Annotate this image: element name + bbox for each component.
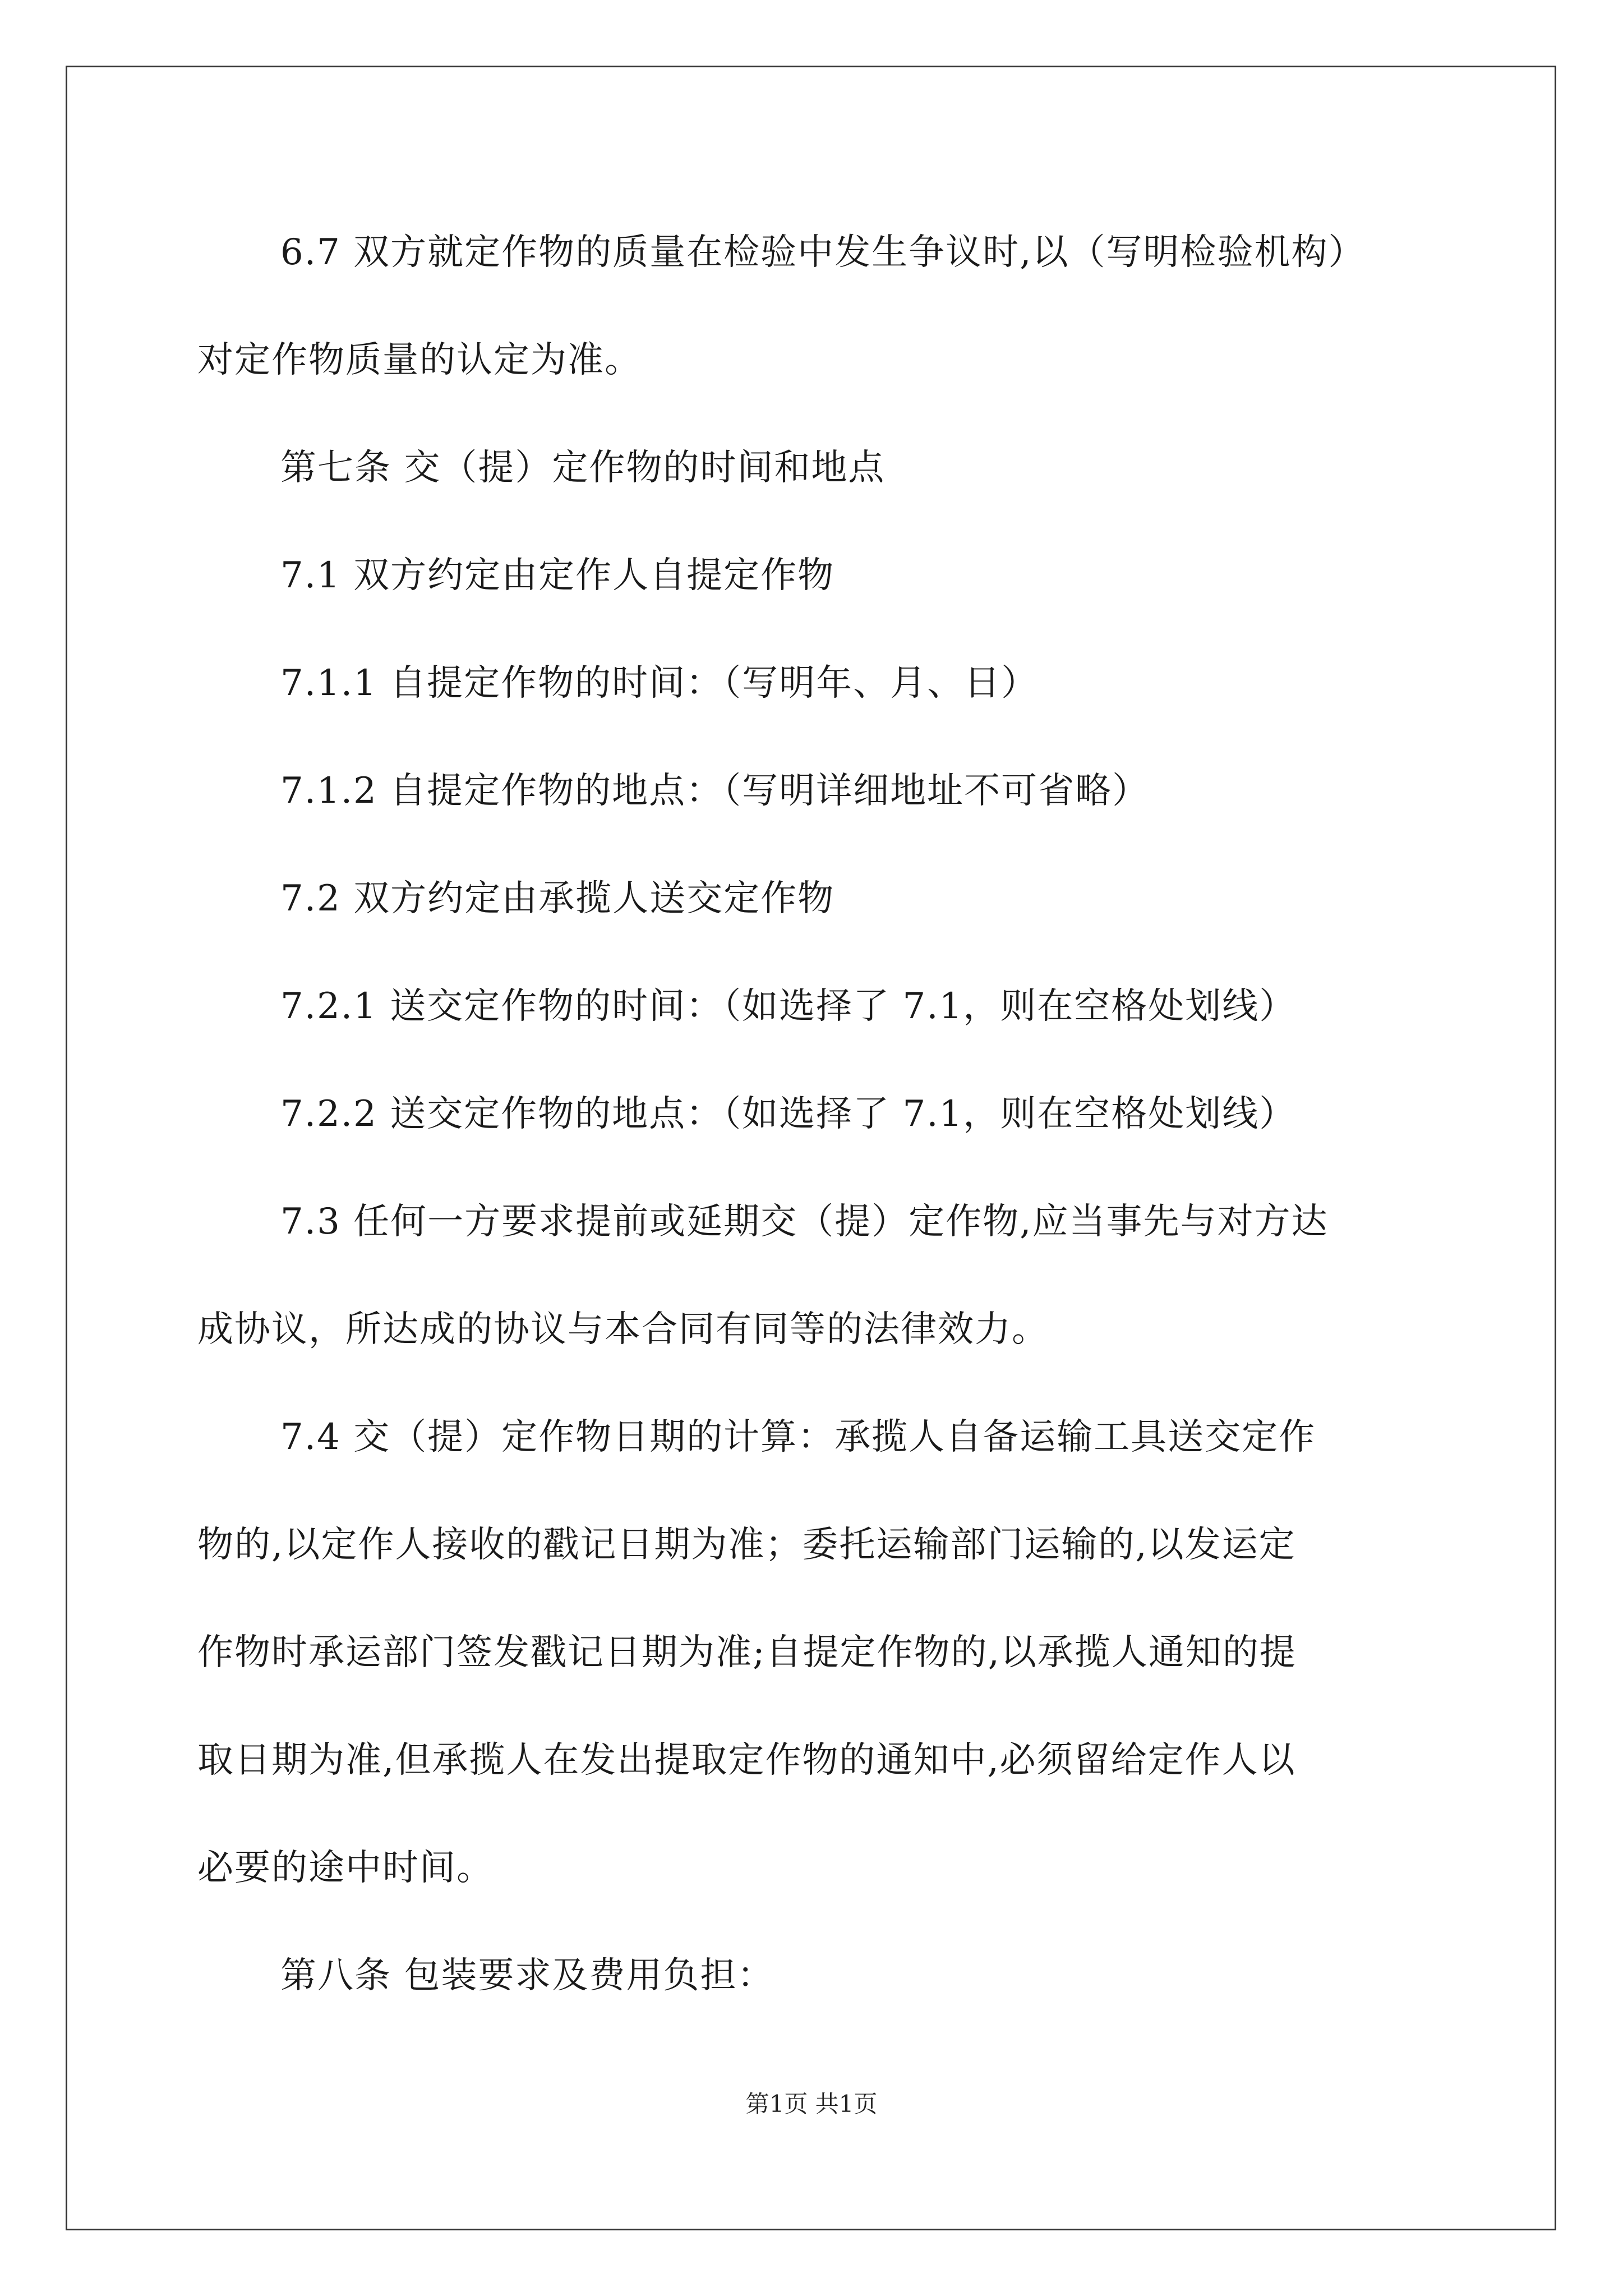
article-8-heading: 第八条 包装要求及费用负担： bbox=[280, 1955, 774, 1996]
clause-7-3-line-2: 成协议，所达成的协议与本合同有同等的法律效力。 bbox=[197, 1309, 1049, 1350]
clause-7-2: 7.2 双方约定由承揽人送交定作物 bbox=[280, 878, 835, 919]
paragraph-6-7-line-2: 对定作物质量的认定为准。 bbox=[197, 339, 642, 381]
clause-7-4-line-2: 物的,以定作人接收的戳记日期为准；委托运输部门运输的,以发运定 bbox=[197, 1524, 1296, 1566]
clause-7-3-line-1: 7.3 任何一方要求提前或延期交（提）定作物,应当事先与对方达 bbox=[280, 1201, 1329, 1243]
clause-7-4-line-1: 7.4 交（提）定作物日期的计算：承揽人自备运输工具送交定作 bbox=[280, 1416, 1316, 1458]
page-border bbox=[66, 66, 1556, 2230]
clause-7-2-1: 7.2.1 送交定作物的时间：（如选择了 7.1，则在空格处划线） bbox=[280, 986, 1297, 1027]
clause-7-4-line-4: 取日期为准,但承揽人在发出提取定作物的通知中,必须留给定作人以 bbox=[197, 1740, 1296, 1781]
article-7-heading: 第七条 交（提）定作物的时间和地点 bbox=[280, 447, 886, 489]
clause-7-4-line-3: 作物时承运部门签发戳记日期为准;自提定作物的,以承揽人通知的提 bbox=[197, 1632, 1297, 1673]
page-footer: 第1页 共1页 bbox=[745, 2090, 878, 2118]
clause-7-4-line-5: 必要的途中时间。 bbox=[197, 1847, 494, 1889]
clause-7-1-2: 7.1.2 自提定作物的地点：（写明详细地址不可省略） bbox=[280, 770, 1150, 812]
clause-7-1: 7.1 双方约定由定作人自提定作物 bbox=[280, 555, 835, 596]
clause-7-1-1: 7.1.1 自提定作物的时间：（写明年、月、日） bbox=[280, 662, 1039, 704]
paragraph-6-7-line-1: 6.7 双方就定作物的质量在检验中发生争议时,以（写明检验机构） bbox=[280, 232, 1366, 273]
clause-7-2-2: 7.2.2 送交定作物的地点：（如选择了 7.1，则在空格处划线） bbox=[280, 1093, 1297, 1135]
